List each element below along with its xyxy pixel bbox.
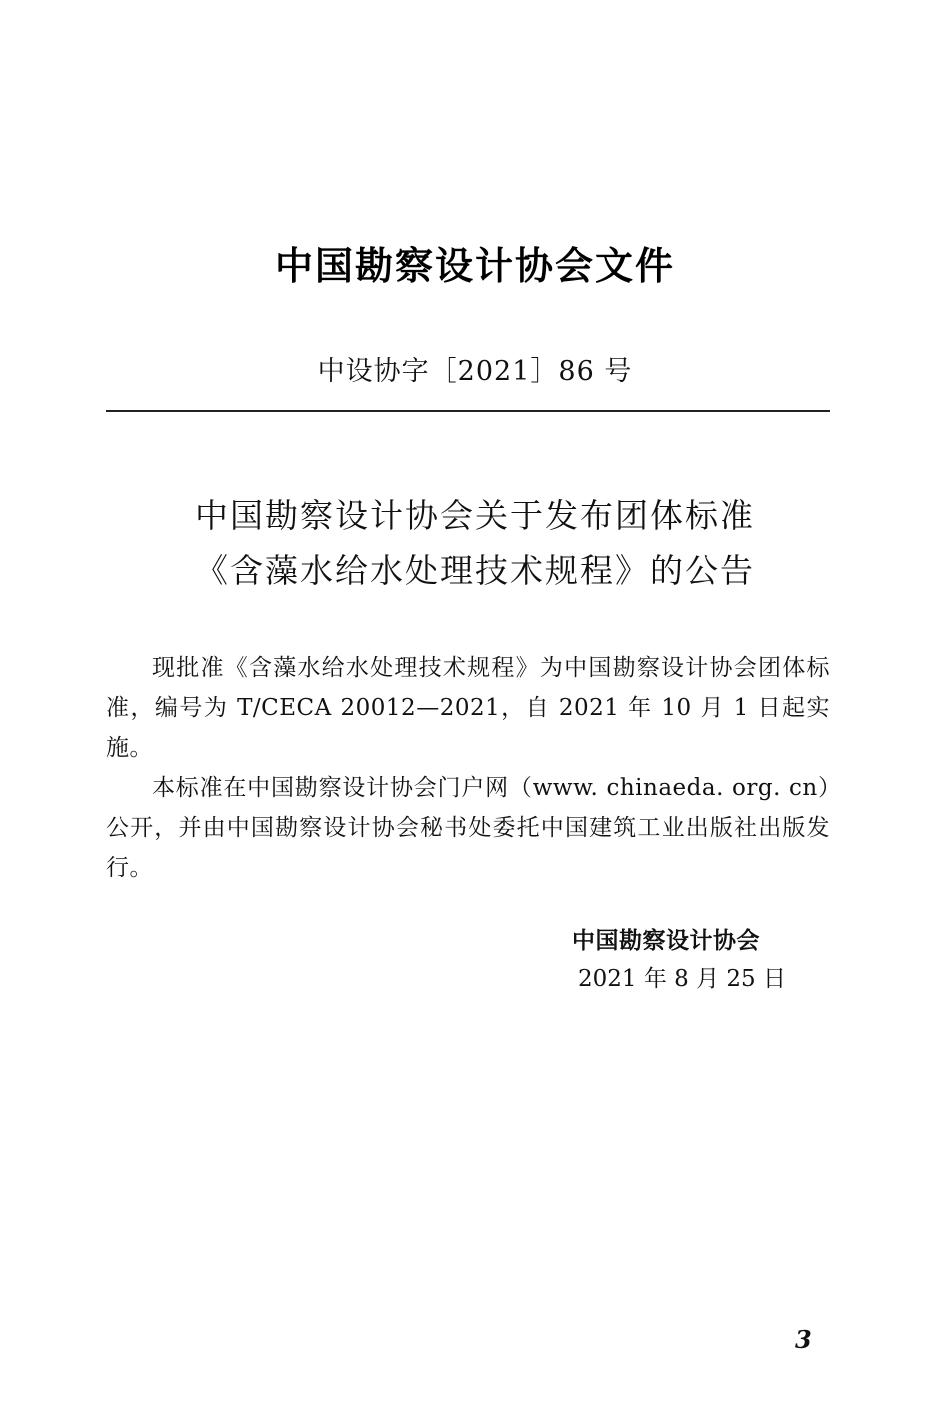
notice-title xyxy=(0,488,950,598)
signature-block xyxy=(572,922,832,998)
signature-date: 2021 年 8 月 25 日 xyxy=(578,966,786,992)
header-divider xyxy=(106,410,830,412)
page-number: 3 xyxy=(795,1325,812,1354)
body-paragraph-publication: 本标准在中国勘察设计协会门户网（www. chinaeda. org. cn）公开，并由中国勘察设计协会秘书处委托中国建筑工业出版社出版发行。 xyxy=(106,775,830,881)
document-header-title: 中国勘察设计协会文件 xyxy=(274,244,675,288)
signature-organization: 中国勘察设计协会 xyxy=(572,928,760,954)
document-number: 中设协字［2021］86 号 xyxy=(317,356,633,387)
notice-title-line-2: 《含藻水给水处理技术规程》的公告 xyxy=(195,551,755,590)
notice-title-line-1: 中国勘察设计协会关于发布团体标准 xyxy=(195,496,755,535)
notice-body xyxy=(106,648,830,888)
body-paragraph-approval: 现批准《含藻水给水处理技术规程》为中国勘察设计协会团体标准，编号为 T/CECA 20012—2021，自 2021 年 10 月 1 日起实施。 xyxy=(106,655,830,761)
